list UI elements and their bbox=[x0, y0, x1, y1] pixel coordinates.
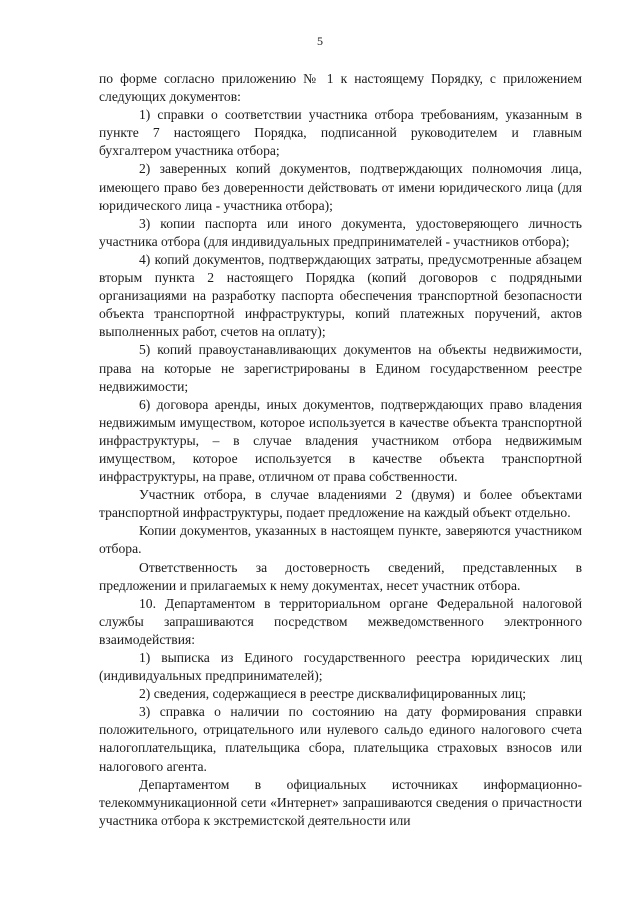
list-item-10-1: 1) выписка из Единого государственного реестра юридических лиц (индивидуальных предпринимателей); bbox=[99, 650, 582, 684]
paragraph-responsibility: Ответственность за достоверность сведений, представленных в предложении и прилагаемых к нему документах, несет участник отбора. bbox=[99, 559, 582, 593]
list-item-2: 2) заверенных копий документов, подтверждающих полномочия лица, имеющего право без доверенности действовать от имени юридического лица (для юридического лица - участника отбора); bbox=[99, 161, 582, 213]
page-number: 5 bbox=[317, 34, 323, 48]
list-item-5: 5) копий правоустанавливающих документов на объекты недвижимости, права на которые не зарегистрированы в Едином государственном реестре недвижимости; bbox=[99, 342, 582, 394]
paragraph-intro: по форме согласно приложению № 1 к настоящему Порядку, с приложением следующих документов: bbox=[99, 71, 582, 105]
list-item-6: 6) договора аренды, иных документов, подтверждающих право владения недвижимым имуществом, которое используется в качестве объекта транспортной инфраструктуры, – в случае владения участником отбора недвижимым имуществом, которое используется в качестве объекта транспортной инфраструктуры, на праве, отличном от права собственности. bbox=[99, 396, 582, 485]
paragraph-internet-check: Департаментом в официальных источниках информационно-телекоммуникационной сети «Интернет» запрашиваются сведения о причастности участника отбора к экстремистской деятельности или bbox=[99, 776, 582, 828]
list-item-10-3: 3) справка о наличии по состоянию на дату формирования справки положительного, отрицательного или нулевого сальдо единого налогового счета налогоплательщика, плательщика сбора, плательщика страховых взносов или налогового агента. bbox=[99, 704, 582, 774]
paragraph-copies: Копии документов, указанных в настоящем пункте, заверяются участником отбора. bbox=[99, 523, 582, 557]
list-item-10-2: 2) сведения, содержащиеся в реестре дисквалифицированных лиц; bbox=[139, 686, 527, 702]
paragraph-section-10: 10. Департаментом в территориальном органе Федеральной налоговой службы запрашиваются посредством межведомственного электронного взаимодействия: bbox=[99, 595, 582, 647]
list-item-3: 3) копии паспорта или иного документа, удостоверяющего личность участника отбора (для индивидуальных предпринимателей - участников отбора); bbox=[99, 215, 582, 249]
list-item-4: 4) копий документов, подтверждающих затраты, предусмотренные абзацем вторым пункта 2 настоящего Порядка (копий договоров с подрядными организациями на разработку паспорта обеспечения транспортной безопасности объекта транспортной инфраструктуры, копий платежных поручений, актов выполненных работ, счетов на оплату); bbox=[99, 251, 582, 340]
list-item-1: 1) справки о соответствии участника отбора требованиям, указанным в пункте 7 настоящего Порядка, подписанной руководителем и главным бухгалтером участника отбора; bbox=[99, 107, 582, 159]
document-body bbox=[99, 70, 582, 830]
paragraph-multiple-objects: Участник отбора, в случае владениями 2 (двумя) и более объектами транспортной инфраструктуры, подает предложение на каждый объект отдельно. bbox=[99, 487, 582, 521]
